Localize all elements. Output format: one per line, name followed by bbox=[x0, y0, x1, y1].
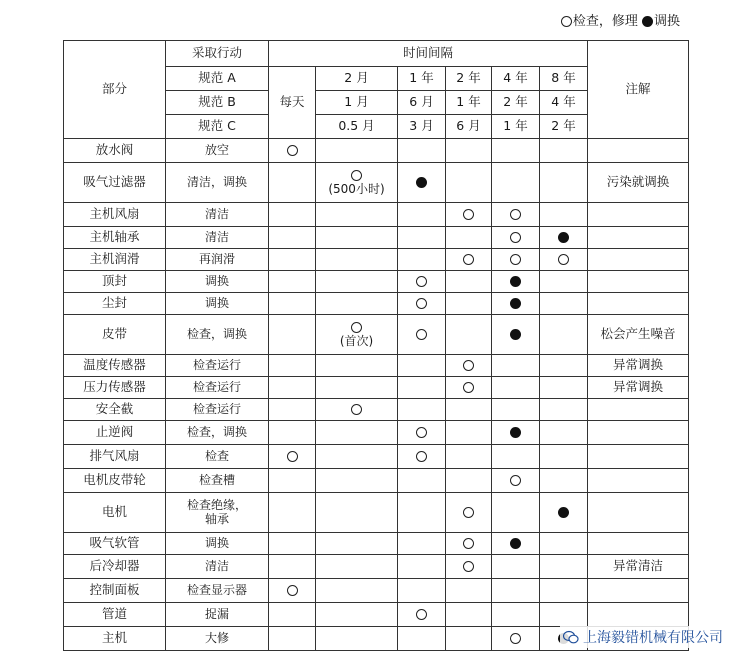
interval-cell bbox=[540, 579, 588, 603]
table-row bbox=[64, 315, 689, 355]
interval-cell bbox=[398, 315, 446, 355]
interval-cell bbox=[316, 445, 398, 469]
part-cell: 压力传感器 bbox=[64, 377, 166, 399]
interval-cell bbox=[492, 377, 540, 399]
interval-cell bbox=[492, 163, 540, 203]
interval-cell bbox=[269, 271, 316, 293]
interval-cell bbox=[492, 579, 540, 603]
part-cell: 排气风扇 bbox=[64, 445, 166, 469]
interval-cell bbox=[316, 227, 398, 249]
part-cell: 控制面板 bbox=[64, 579, 166, 603]
interval-cell bbox=[492, 203, 540, 227]
action-cell bbox=[166, 249, 269, 271]
open-circle-icon bbox=[463, 561, 474, 572]
interval-cell bbox=[398, 493, 446, 533]
interval-cell bbox=[269, 555, 316, 579]
open-circle-icon bbox=[558, 254, 569, 265]
interval-cell bbox=[269, 163, 316, 203]
spec-interval: 6 月 bbox=[398, 91, 446, 115]
open-circle-icon bbox=[351, 404, 362, 415]
note-cell bbox=[588, 399, 689, 421]
table-row bbox=[64, 533, 689, 555]
interval-cell bbox=[316, 469, 398, 493]
note-cell bbox=[588, 271, 689, 293]
action-text: 调换 bbox=[204, 295, 229, 310]
spec-interval: 4 年 bbox=[540, 91, 588, 115]
action-text: 检查运行 bbox=[192, 379, 241, 394]
note-cell bbox=[588, 249, 689, 271]
action-cell bbox=[166, 227, 269, 249]
interval-cell bbox=[446, 533, 492, 555]
table-row bbox=[64, 163, 689, 203]
spec-interval: 0.5 月 bbox=[316, 115, 398, 139]
note-cell: 异常调换 bbox=[588, 377, 689, 399]
interval-cell bbox=[398, 377, 446, 399]
table-row bbox=[64, 377, 689, 399]
action-cell bbox=[166, 533, 269, 555]
open-circle-icon bbox=[287, 585, 298, 596]
action-text-line2: 轴承 bbox=[204, 511, 229, 526]
open-circle-icon bbox=[416, 427, 427, 438]
legend-open-label: 检查，修理 bbox=[572, 14, 638, 29]
table-row bbox=[64, 445, 689, 469]
open-circle-icon bbox=[463, 254, 474, 265]
open-circle-icon bbox=[416, 451, 427, 462]
interval-cell bbox=[492, 555, 540, 579]
open-circle-icon bbox=[510, 232, 521, 243]
interval-cell bbox=[269, 469, 316, 493]
table-row bbox=[64, 603, 689, 627]
interval-cell bbox=[446, 293, 492, 315]
note-cell bbox=[588, 603, 689, 627]
filled-circle-icon bbox=[510, 427, 521, 438]
action-cell bbox=[166, 603, 269, 627]
table-row bbox=[64, 469, 689, 493]
interval-cell bbox=[492, 493, 540, 533]
interval-cell bbox=[540, 377, 588, 399]
part-cell: 顶封 bbox=[64, 271, 166, 293]
part-cell: 止逆阀 bbox=[64, 421, 166, 445]
header-daily: 每天 bbox=[269, 67, 316, 139]
part-cell: 主机润滑 bbox=[64, 249, 166, 271]
interval-cell bbox=[540, 421, 588, 445]
note-cell: 污染就调换 bbox=[588, 163, 689, 203]
table-row bbox=[64, 139, 689, 163]
action-cell bbox=[166, 445, 269, 469]
table-row bbox=[64, 399, 689, 421]
interval-cell bbox=[269, 493, 316, 533]
header-notes: 注解 bbox=[588, 41, 689, 139]
interval-cell bbox=[269, 227, 316, 249]
table-row bbox=[64, 493, 689, 533]
open-circle-icon bbox=[510, 633, 521, 644]
interval-cell bbox=[269, 603, 316, 627]
open-circle-icon bbox=[416, 276, 427, 287]
filled-circle-icon bbox=[558, 232, 569, 243]
interval-cell bbox=[269, 399, 316, 421]
interval-cell bbox=[446, 579, 492, 603]
interval-cell bbox=[398, 227, 446, 249]
interval-cell bbox=[398, 355, 446, 377]
filled-circle-icon bbox=[510, 538, 521, 549]
interval-cell bbox=[492, 627, 540, 651]
interval-cell bbox=[540, 271, 588, 293]
action-text: 检查运行 bbox=[192, 357, 241, 372]
interval-cell bbox=[492, 469, 540, 493]
watermark bbox=[560, 626, 726, 648]
spec-interval: 1 年 bbox=[446, 91, 492, 115]
interval-cell bbox=[398, 555, 446, 579]
spec-interval: 3 月 bbox=[398, 115, 446, 139]
action-cell bbox=[166, 555, 269, 579]
action-cell bbox=[166, 627, 269, 651]
interval-cell bbox=[446, 355, 492, 377]
interval-cell bbox=[446, 249, 492, 271]
interval-cell bbox=[492, 271, 540, 293]
action-text: 检查，调换 bbox=[186, 424, 247, 439]
interval-cell bbox=[398, 139, 446, 163]
interval-cell bbox=[540, 469, 588, 493]
interval-cell bbox=[269, 377, 316, 399]
interval-cell bbox=[446, 421, 492, 445]
interval-cell bbox=[446, 469, 492, 493]
action-text: 再润滑 bbox=[198, 251, 235, 266]
note-cell bbox=[588, 227, 689, 249]
interval-cell bbox=[492, 139, 540, 163]
interval-cell bbox=[540, 249, 588, 271]
interval-cell bbox=[446, 163, 492, 203]
interval-cell bbox=[316, 203, 398, 227]
action-text: 调换 bbox=[204, 273, 229, 288]
interval-cell bbox=[269, 355, 316, 377]
interval-cell bbox=[398, 421, 446, 445]
interval-cell bbox=[316, 377, 398, 399]
action-cell bbox=[166, 377, 269, 399]
part-cell: 电机 bbox=[64, 493, 166, 533]
open-circle-icon bbox=[463, 382, 474, 393]
interval-cell bbox=[446, 271, 492, 293]
part-cell: 主机风扇 bbox=[64, 203, 166, 227]
interval-cell bbox=[540, 445, 588, 469]
interval-cell bbox=[446, 445, 492, 469]
interval-note: (首次) bbox=[339, 333, 374, 348]
note-cell bbox=[588, 139, 689, 163]
interval-cell bbox=[446, 203, 492, 227]
header-action: 采取行动 bbox=[166, 41, 269, 67]
interval-cell bbox=[398, 249, 446, 271]
interval-cell bbox=[492, 293, 540, 315]
open-circle-icon bbox=[287, 451, 298, 462]
action-text: 清洁 bbox=[204, 558, 229, 573]
filled-circle-icon bbox=[510, 298, 521, 309]
action-cell bbox=[166, 293, 269, 315]
filled-circle-icon bbox=[510, 329, 521, 340]
interval-cell bbox=[398, 293, 446, 315]
note-cell bbox=[588, 293, 689, 315]
action-cell bbox=[166, 163, 269, 203]
action-cell bbox=[166, 579, 269, 603]
open-circle-icon bbox=[416, 329, 427, 340]
interval-cell bbox=[540, 555, 588, 579]
part-cell: 电机皮带轮 bbox=[64, 469, 166, 493]
spec-interval: 1 年 bbox=[398, 67, 446, 91]
interval-cell bbox=[398, 579, 446, 603]
interval-cell bbox=[540, 493, 588, 533]
interval-cell bbox=[492, 603, 540, 627]
action-cell bbox=[166, 421, 269, 445]
part-cell: 安全截 bbox=[64, 399, 166, 421]
interval-cell bbox=[316, 139, 398, 163]
open-circle-icon bbox=[510, 254, 521, 265]
action-cell bbox=[166, 203, 269, 227]
action-text: 检查运行 bbox=[192, 401, 241, 416]
interval-cell bbox=[316, 533, 398, 555]
open-circle-icon bbox=[510, 475, 521, 486]
part-cell: 尘封 bbox=[64, 293, 166, 315]
interval-cell bbox=[446, 493, 492, 533]
interval-cell bbox=[316, 271, 398, 293]
maintenance-schedule-table bbox=[63, 40, 689, 651]
interval-cell bbox=[446, 377, 492, 399]
part-cell: 主机 bbox=[64, 627, 166, 651]
open-circle-icon bbox=[510, 209, 521, 220]
note-cell bbox=[588, 469, 689, 493]
interval-cell bbox=[269, 139, 316, 163]
interval-cell bbox=[316, 603, 398, 627]
part-cell: 吸气过滤器 bbox=[64, 163, 166, 203]
table-row bbox=[64, 203, 689, 227]
spec-interval: 6 月 bbox=[446, 115, 492, 139]
spec-name: 规范 C bbox=[166, 115, 269, 139]
open-circle-icon bbox=[416, 609, 427, 620]
interval-cell bbox=[316, 355, 398, 377]
header-row-1 bbox=[64, 41, 689, 67]
interval-cell bbox=[492, 445, 540, 469]
action-cell bbox=[166, 315, 269, 355]
action-cell bbox=[166, 493, 269, 533]
interval-cell bbox=[492, 315, 540, 355]
table-row bbox=[64, 421, 689, 445]
action-text: 检查 bbox=[204, 448, 229, 463]
interval-cell bbox=[540, 399, 588, 421]
interval-cell bbox=[492, 249, 540, 271]
filled-circle-icon bbox=[642, 16, 653, 27]
table-row bbox=[64, 555, 689, 579]
open-circle-icon bbox=[463, 209, 474, 220]
interval-cell bbox=[398, 163, 446, 203]
interval-cell bbox=[492, 421, 540, 445]
interval-cell bbox=[446, 627, 492, 651]
interval-cell bbox=[269, 203, 316, 227]
spec-interval: 8 年 bbox=[540, 67, 588, 91]
interval-cell bbox=[398, 627, 446, 651]
interval-cell bbox=[398, 469, 446, 493]
watermark-text: 上海毅错机械有限公司 bbox=[583, 630, 723, 646]
interval-cell bbox=[398, 399, 446, 421]
note-cell bbox=[588, 533, 689, 555]
legend-filled-label: 调换 bbox=[653, 14, 680, 29]
interval-cell bbox=[269, 627, 316, 651]
spec-interval: 2 年 bbox=[540, 115, 588, 139]
interval-cell bbox=[398, 271, 446, 293]
interval-cell bbox=[316, 163, 398, 203]
spec-name: 规范 B bbox=[166, 91, 269, 115]
open-circle-icon bbox=[351, 322, 362, 333]
interval-cell bbox=[269, 579, 316, 603]
interval-cell bbox=[316, 249, 398, 271]
table-row bbox=[64, 579, 689, 603]
part-cell: 主机轴承 bbox=[64, 227, 166, 249]
action-text: 检查绝缘， bbox=[186, 497, 247, 512]
action-text: 放空 bbox=[204, 142, 229, 157]
action-cell bbox=[166, 139, 269, 163]
note-cell bbox=[588, 421, 689, 445]
spec-interval: 2 月 bbox=[316, 67, 398, 91]
interval-cell bbox=[446, 555, 492, 579]
header-part: 部分 bbox=[64, 41, 166, 139]
interval-cell bbox=[398, 445, 446, 469]
note-cell: 异常调换 bbox=[588, 355, 689, 377]
part-cell: 温度传感器 bbox=[64, 355, 166, 377]
table-row bbox=[64, 271, 689, 293]
interval-cell bbox=[269, 421, 316, 445]
table-row bbox=[64, 227, 689, 249]
interval-cell bbox=[269, 293, 316, 315]
action-text: 清洁，调换 bbox=[186, 174, 247, 189]
action-cell bbox=[166, 469, 269, 493]
filled-circle-icon bbox=[558, 507, 569, 518]
interval-cell bbox=[540, 315, 588, 355]
note-cell: 异常清洁 bbox=[588, 555, 689, 579]
interval-cell bbox=[398, 203, 446, 227]
interval-cell bbox=[540, 203, 588, 227]
spec-interval: 2 年 bbox=[492, 91, 540, 115]
interval-cell bbox=[316, 579, 398, 603]
action-text: 清洁 bbox=[204, 206, 229, 221]
part-cell: 皮带 bbox=[64, 315, 166, 355]
open-circle-icon bbox=[561, 16, 572, 27]
action-text: 检查槽 bbox=[198, 472, 235, 487]
interval-cell bbox=[446, 315, 492, 355]
open-circle-icon bbox=[463, 538, 474, 549]
interval-cell bbox=[446, 139, 492, 163]
open-circle-icon bbox=[463, 507, 474, 518]
action-text: 清洁 bbox=[204, 229, 229, 244]
wechat-icon bbox=[563, 630, 579, 644]
action-text: 调换 bbox=[204, 535, 229, 550]
table-row bbox=[64, 293, 689, 315]
part-cell: 管道 bbox=[64, 603, 166, 627]
action-text: 检查，调换 bbox=[186, 326, 247, 341]
interval-cell bbox=[316, 493, 398, 533]
part-cell: 放水阀 bbox=[64, 139, 166, 163]
interval-cell bbox=[316, 421, 398, 445]
interval-cell bbox=[540, 355, 588, 377]
spec-interval: 1 年 bbox=[492, 115, 540, 139]
header-interval: 时间间隔 bbox=[269, 41, 588, 67]
action-text: 大修 bbox=[204, 630, 229, 645]
spec-interval: 2 年 bbox=[446, 67, 492, 91]
action-text: 捉漏 bbox=[204, 606, 229, 621]
note-cell bbox=[588, 445, 689, 469]
open-circle-icon bbox=[463, 360, 474, 371]
interval-cell bbox=[316, 293, 398, 315]
note-cell bbox=[588, 493, 689, 533]
open-circle-icon bbox=[416, 298, 427, 309]
note-cell bbox=[588, 579, 689, 603]
interval-cell bbox=[492, 227, 540, 249]
filled-circle-icon bbox=[510, 276, 521, 287]
action-cell bbox=[166, 271, 269, 293]
legend bbox=[561, 10, 680, 29]
interval-cell bbox=[492, 533, 540, 555]
interval-cell bbox=[398, 603, 446, 627]
interval-cell bbox=[269, 533, 316, 555]
table-row bbox=[64, 355, 689, 377]
spec-interval: 1 月 bbox=[316, 91, 398, 115]
table-row bbox=[64, 249, 689, 271]
interval-cell bbox=[492, 399, 540, 421]
filled-circle-icon bbox=[416, 177, 427, 188]
interval-cell bbox=[446, 603, 492, 627]
interval-cell bbox=[316, 315, 398, 355]
spec-interval: 4 年 bbox=[492, 67, 540, 91]
interval-cell bbox=[492, 355, 540, 377]
action-cell bbox=[166, 399, 269, 421]
interval-note: (500小时) bbox=[328, 181, 385, 196]
part-cell: 吸气软管 bbox=[64, 533, 166, 555]
interval-cell bbox=[446, 399, 492, 421]
interval-cell bbox=[446, 227, 492, 249]
interval-cell bbox=[540, 163, 588, 203]
interval-cell bbox=[540, 293, 588, 315]
interval-cell bbox=[269, 249, 316, 271]
action-cell bbox=[166, 355, 269, 377]
note-cell: 松会产生噪音 bbox=[588, 315, 689, 355]
spec-name: 规范 A bbox=[166, 67, 269, 91]
interval-cell bbox=[540, 603, 588, 627]
open-circle-icon bbox=[287, 145, 298, 156]
interval-cell bbox=[540, 139, 588, 163]
interval-cell bbox=[398, 533, 446, 555]
interval-cell bbox=[540, 227, 588, 249]
interval-cell bbox=[316, 555, 398, 579]
open-circle-icon bbox=[351, 170, 362, 181]
action-text: 检查显示器 bbox=[186, 582, 247, 597]
interval-cell bbox=[269, 445, 316, 469]
note-cell bbox=[588, 203, 689, 227]
interval-cell bbox=[540, 533, 588, 555]
interval-cell bbox=[316, 399, 398, 421]
interval-cell bbox=[269, 315, 316, 355]
part-cell: 后冷却器 bbox=[64, 555, 166, 579]
interval-cell bbox=[316, 627, 398, 651]
